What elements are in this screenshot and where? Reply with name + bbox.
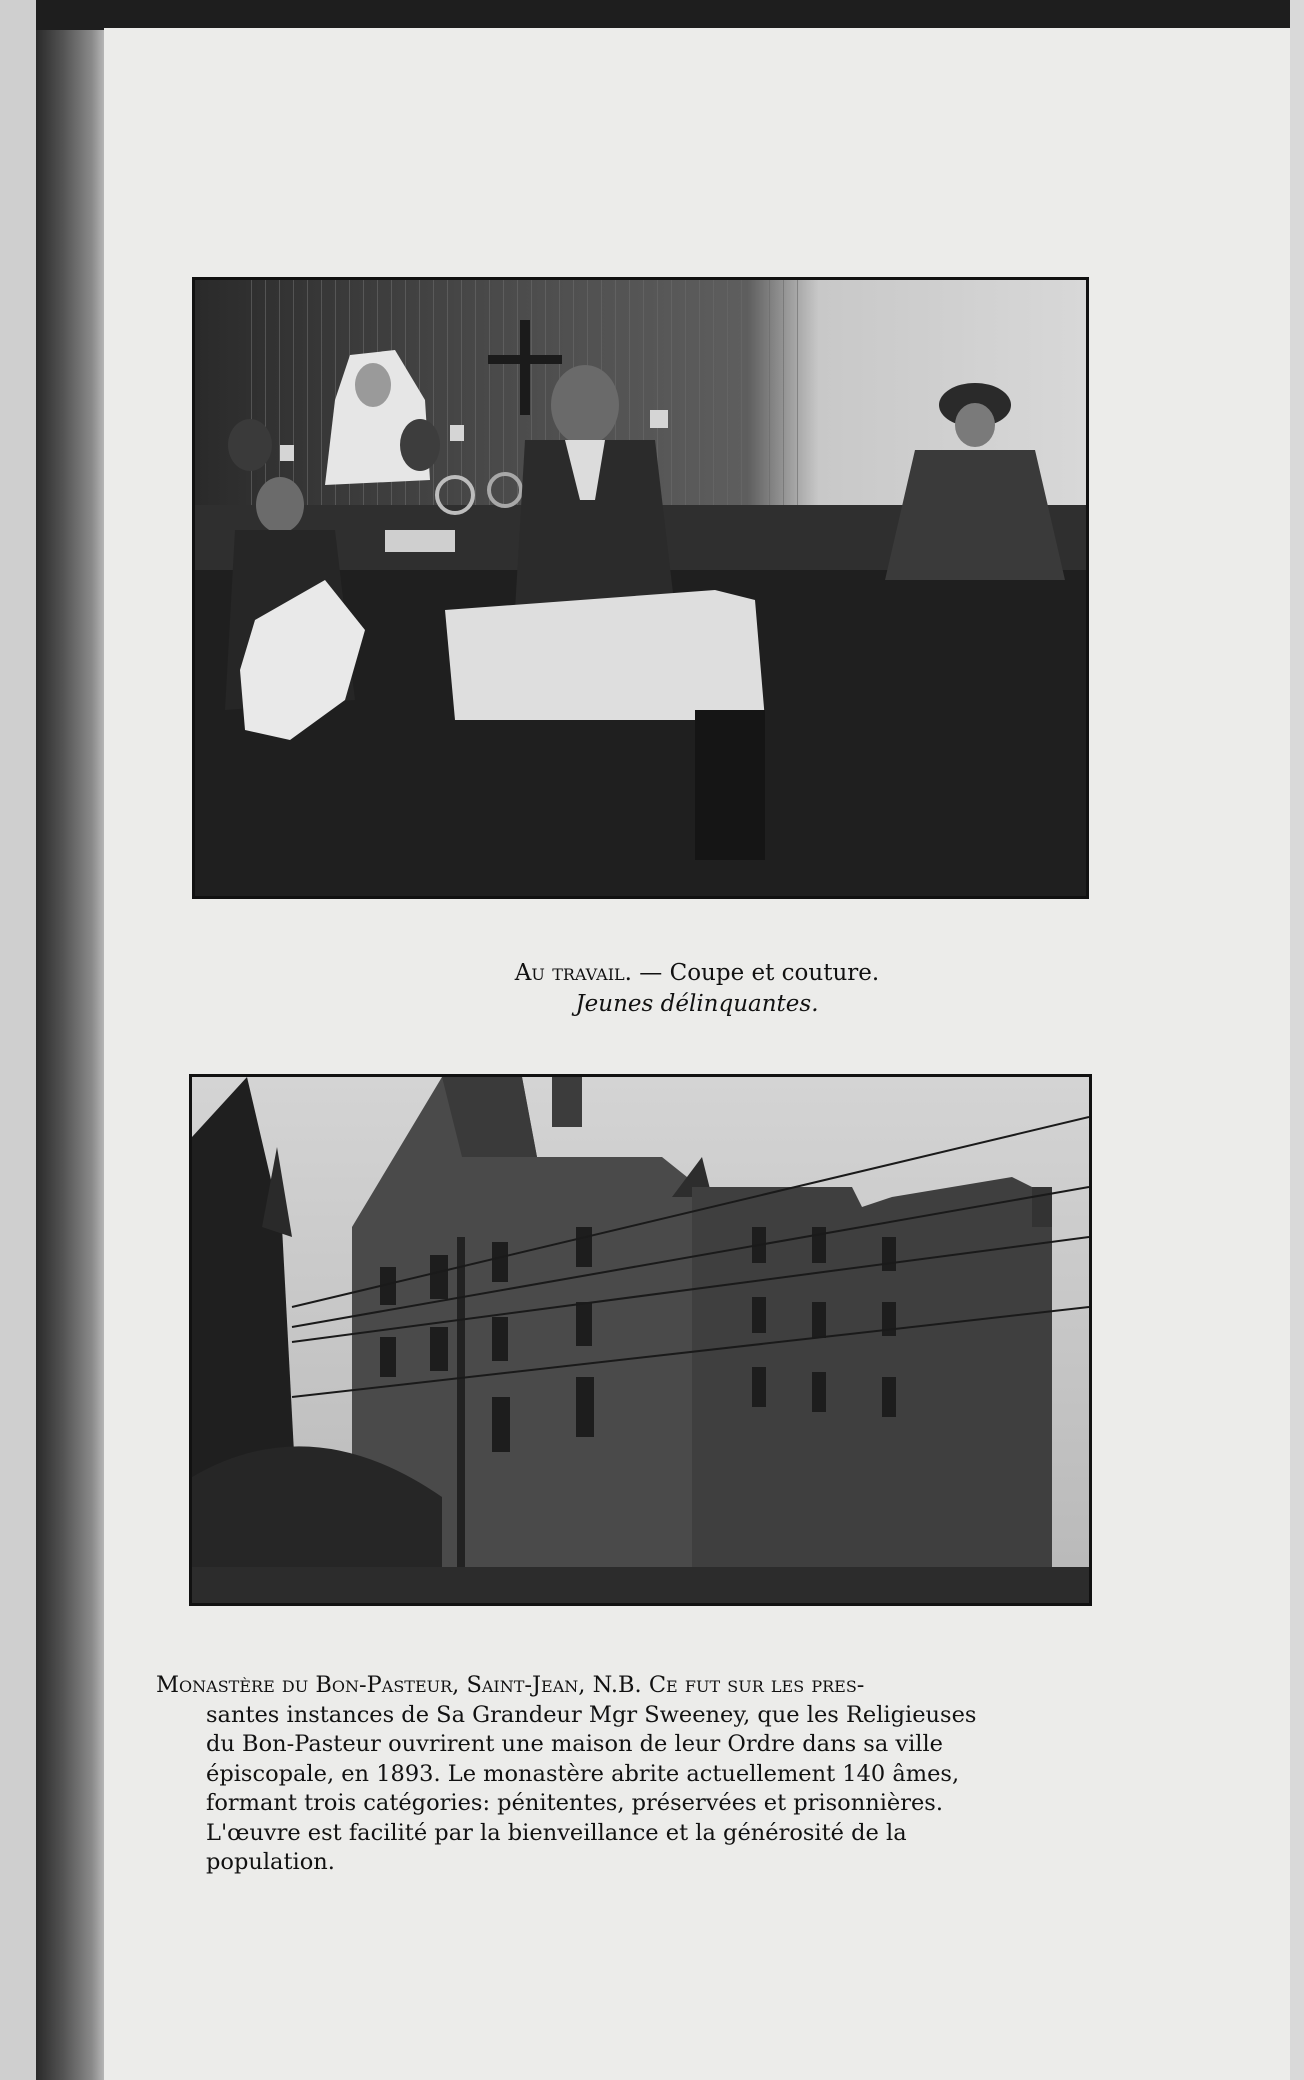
photo-caption-workshop <box>104 958 1290 1020</box>
caption-line: santes instances de Sa Grandeur Mgr Sweeney, que les Religieuses <box>206 1701 977 1728</box>
sewing-workshop-image <box>195 280 1086 896</box>
photo-sewing-workshop <box>192 277 1089 899</box>
book-page <box>104 28 1290 2080</box>
caption-line: du Bon-Pasteur ouvrirent une maison de leur Ordre dans sa ville <box>206 1731 943 1757</box>
caption-line: formant trois catégories: pénitentes, préservées et prisonnières. <box>206 1790 943 1816</box>
caption-text: — Coupe et couture. <box>639 960 880 986</box>
scan-left-edge <box>0 0 36 2080</box>
monastery-building-image <box>192 1077 1089 1603</box>
caption-line: population. <box>206 1849 335 1875</box>
monastery-description <box>156 1671 1066 1878</box>
caption-subtitle: Jeunes délinquantes. <box>575 991 819 1017</box>
caption-line: Monastère du Bon-Pasteur, Saint-Jean, N.B. Ce fut sur les pres- <box>156 1672 865 1698</box>
caption-line: L'œuvre est facilité par la bienveillance et la générosité de la <box>206 1819 907 1846</box>
caption-line: épiscopale, en 1893. Le monastère abrite actuellement 140 âmes, <box>206 1760 960 1787</box>
book-gutter-shadow <box>36 30 106 2080</box>
scan-right-edge <box>1290 0 1304 2080</box>
photo-monastery-building <box>189 1074 1092 1606</box>
caption-title: Au travail. <box>514 960 632 986</box>
